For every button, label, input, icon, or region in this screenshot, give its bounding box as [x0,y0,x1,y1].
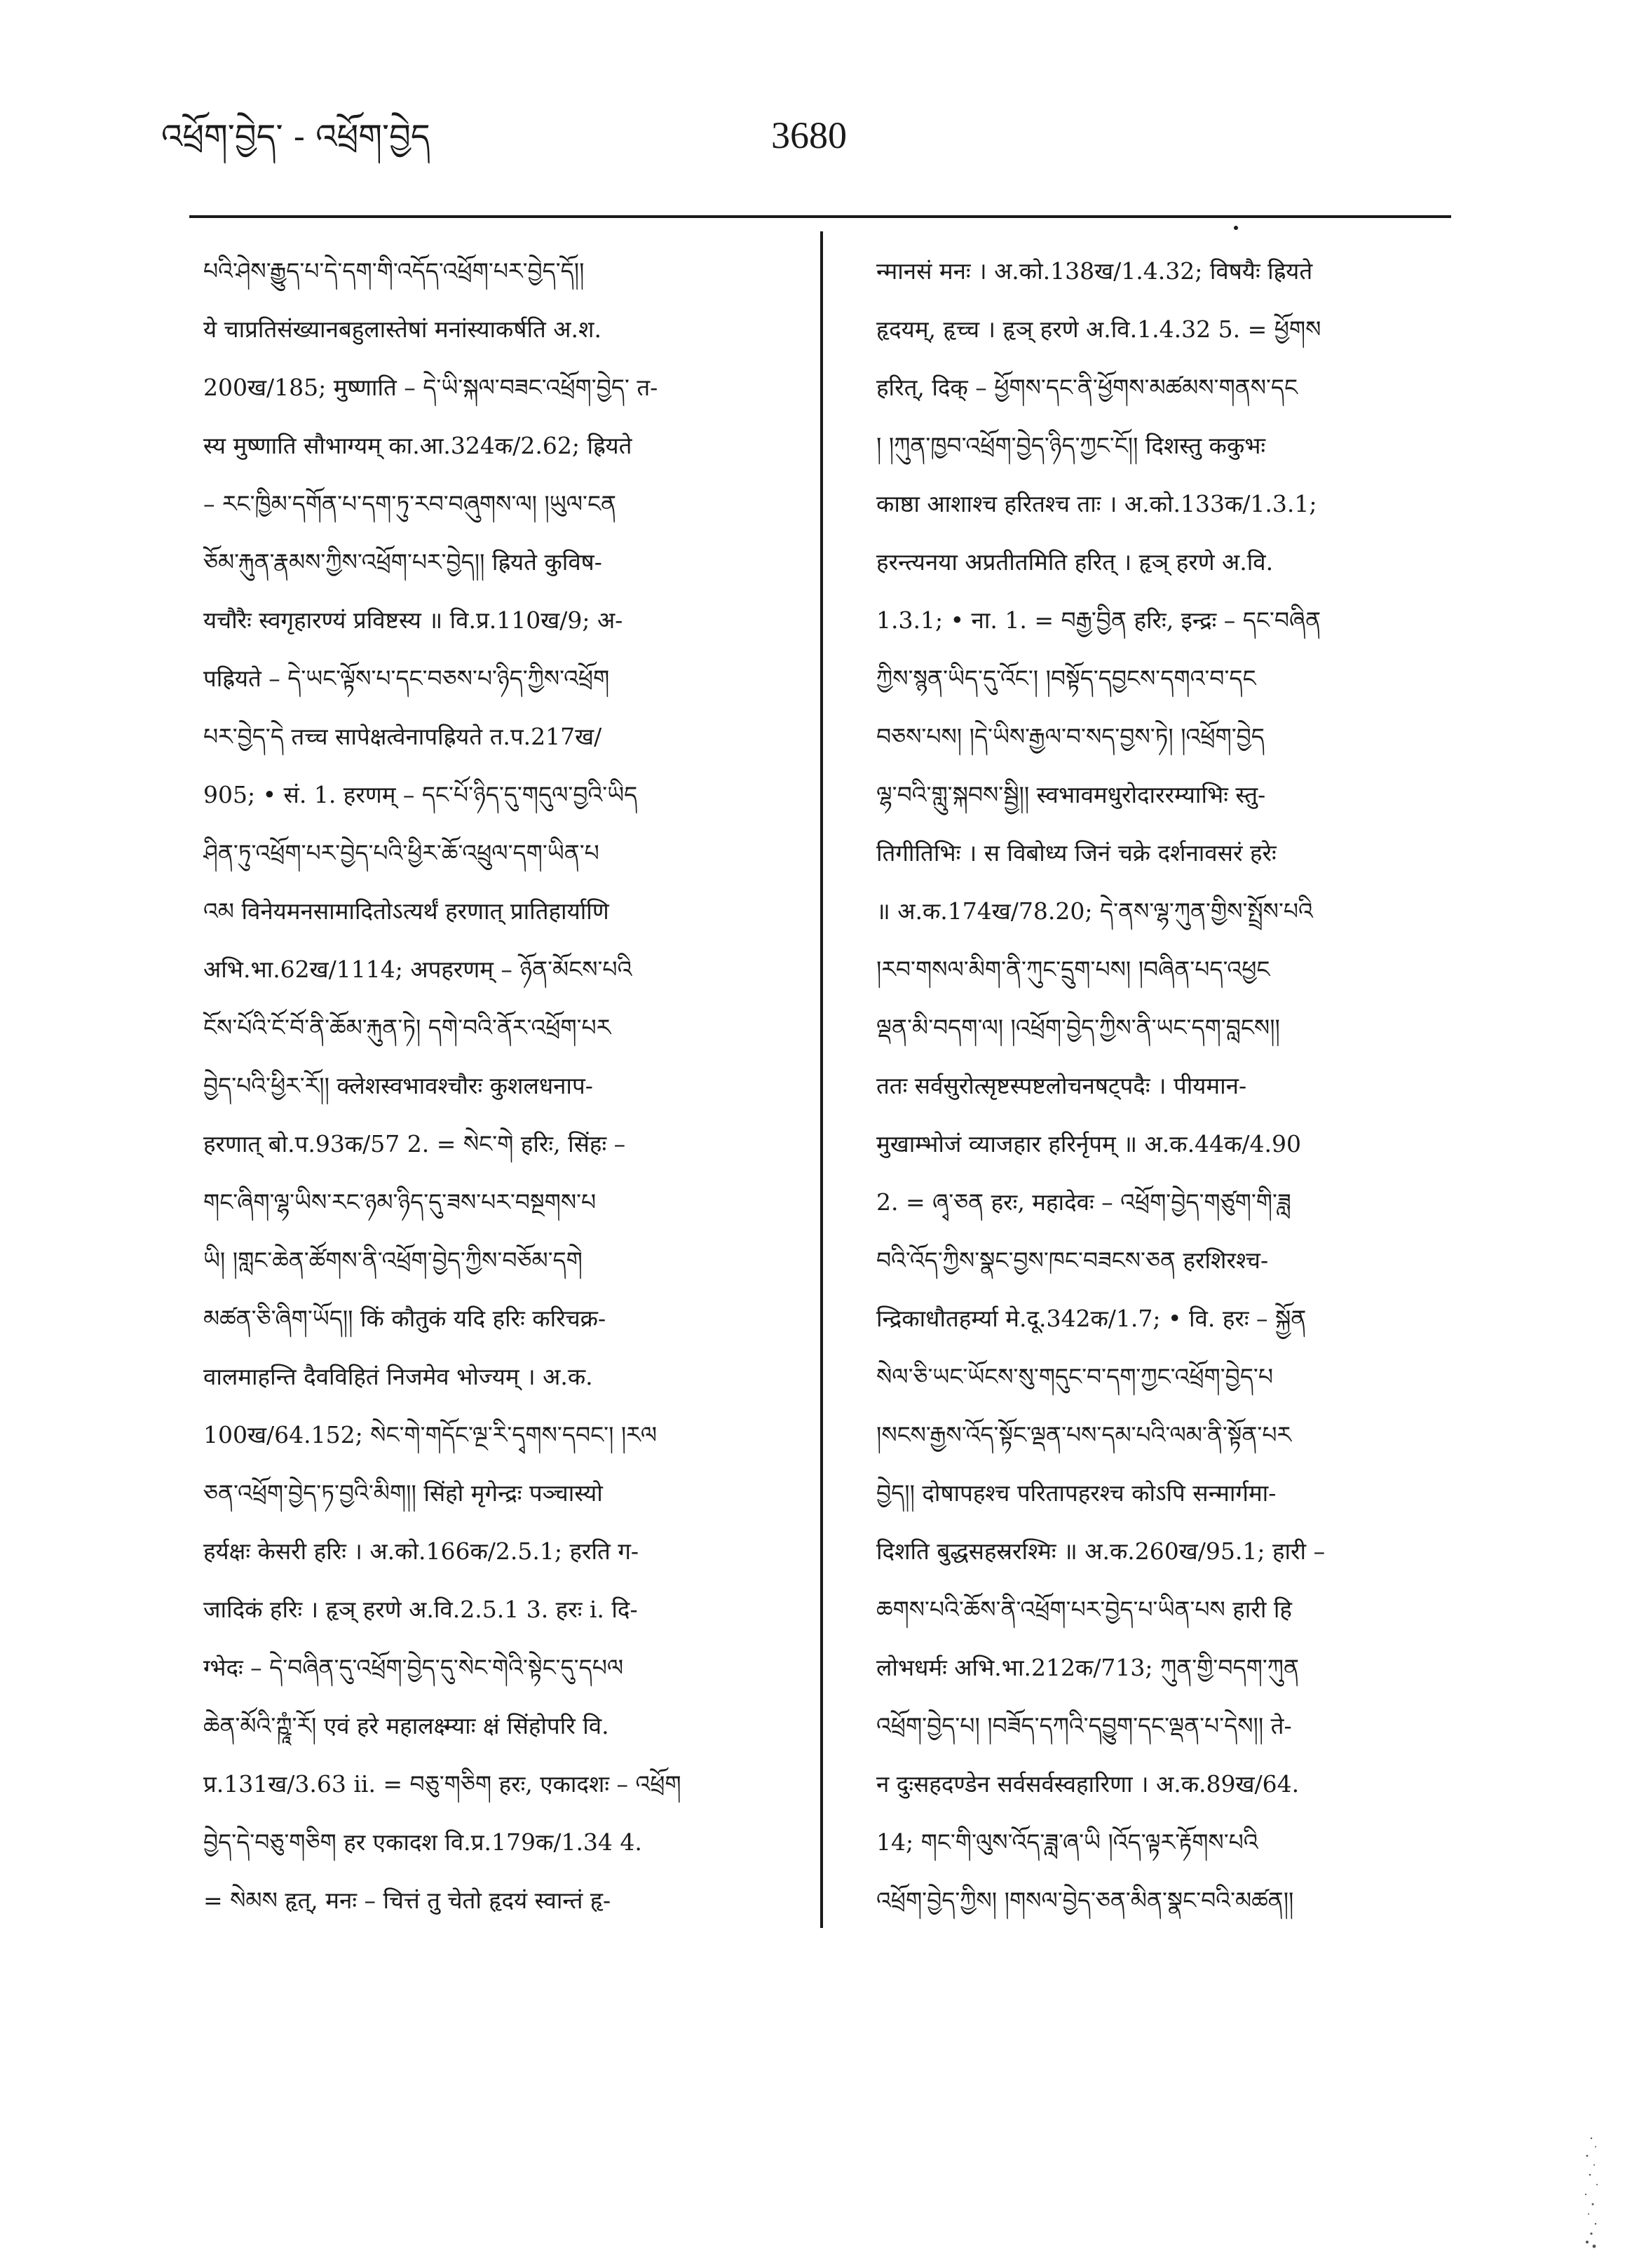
left-line: अभि.भा.62ख/1114; अपहरणम् – ཉོན་མོངས་པའི [203,956,632,983]
right-line: 1.3.1; • ना. 1. = བརྒྱ་བྱིན हरिः, इन्द्रः – དང་བཞིན [876,606,1321,634]
left-line: – རང་ཁྱིམ་དགོན་པ་དག་ཏུ་རབ་བཞུགས་ལ། །ཡུལ་ངན [203,490,617,517]
left-line: ངོས་པོའི་ངོ་བོ་ནི་ཆོམ་རྐུན་ཏེ། དགེ་བའི་ནོར་འཕྲོག་པར [203,1014,611,1041]
right-column [876,242,1458,1938]
right-line: मुखाम्भोजं व्याजहार हरिर्नृपम् ॥ अ.क.44क/4.90 [876,1130,1301,1157]
left-line: ཡི། །གླང་ཆེན་ཚོགས་ནི་འཕྲོག་བྱེད་ཀྱིས་བཅོམ་དགེ [203,1247,583,1274]
right-line: हरित्, दिक् – ཕྱོགས་དང་ནི་ཕྱོགས་མཚམས་གནས་དང [876,374,1298,401]
right-line: काष्ठा आशाश्च हरितश्च ताः । अ.को.133क/1.3.1; [876,490,1317,517]
left-line: བྱེད་དེ་བཅུ་གཅིག हर एकादश वि.प्र.179क/1.34 4. [203,1828,642,1856]
running-head: འཕྲོག་བྱེད་ - འཕྲོག་བྱེད [161,117,430,156]
left-line: གང་ཞིག་ལྷ་ཡིས་རང་ཉམ་ཉིད་དུ་ཟས་པར་བསྔགས་པ [203,1188,597,1216]
left-line: स्य मुष्णाति सौभाग्यम् का.आ.324क/2.62; ह्रियते [203,432,632,459]
right-line: तिगीतिभिः । स विबोध्य जिनं चक्रे दर्शनावसरं हरेः [876,839,1277,867]
right-line: ततः सर्वसुरोत्सृष्टस्पष्टलोचनषट्पदैः । पीयमान- [876,1072,1247,1099]
left-line: ཅོམ་རྐུན་རྣམས་ཀྱིས་འཕྲོག་པར་བྱེད།། ह्रियते कुविष- [203,548,602,576]
right-line: लोभधर्मः अभि.भा.212क/713; ཀུན་གྱི་བདག་ཀུན [876,1654,1300,1681]
right-line: བཅས་པས། །དེ་ཡིས་རྒྱལ་བ་སད་བྱས་ཏེ། །འཕྲོག་བྱེད [876,723,1265,750]
left-line: 100ख/64.152; སེང་གེ་གདོང་ལྔ་རི་དྭགས་དབང་། །རལ [203,1421,658,1448]
column-divider [820,231,823,1928]
right-line: །རབ་གསལ་མིག་ནི་ཀུང་དྲུག་པས། །བཞིན་པད་འཕྱང [876,956,1270,983]
left-line: हरणात् बो.प.93क/57 2. = སེང་གེ हरिः, सिंहः – [203,1130,626,1157]
header-dot [1234,226,1238,230]
right-line: न्मानसं मनः । अ.को.138ख/1.4.32; विषयैः ह्रियते [876,257,1313,285]
left-line: ग्भेदः – དེ་བཞིན་དུ་འཕྲོག་བྱེད་དུ་སེང་གེའི་སྟེང་དུ་དཔལ [203,1654,624,1681]
right-line: བྱེད།། दोषापहश्च परितापहरश्च कोऽपि सन्मार्गमा- [876,1479,1277,1507]
right-line: ॥ अ.क.174ख/78.20; དེ་ནས་ལྷ་ཀུན་གྱིས་སྤྲོས་པའི [876,897,1313,925]
right-line: 14; གང་གི་ལུས་འོད་ཟླ་ཞ་ཡི །འོད་ལྟར་རྟོགས་པའི [876,1828,1258,1856]
right-line: ། །ཀུན་ཁྱབ་འཕྲོག་བྱེད་ཉིད་ཀྱང་ངོ།། दिशस्तु ककुभः [876,432,1266,459]
left-line: = སེམས हृत्, मनः – चित्तं तु चेतो हृदयं स्वान्तं हृ- [203,1887,611,1914]
right-line: दिशति बुद्धसहस्ररश्मिः ॥ अ.क.260ख/95.1; हारी – [876,1537,1326,1565]
left-line: प्र.131ख/3.63 ii. = བཅུ་གཅིག हरः, एकादशः – འཕྲོག [203,1770,681,1798]
right-line: བའི་འོད་ཀྱིས་སྣང་བྱས་ཁང་བཟངས་ཅན हरशिरश्च- [876,1247,1269,1274]
scan-edge-speckle [1577,2131,1605,2250]
left-line: བྱེད་པའི་ཕྱིར་རོ།། क्लेशस्वभावश्चौरः कुशलधनाप- [203,1072,593,1099]
right-line: न दुःसहदण्डेन सर्वसर्वस्वहारिणा । अ.क.89ख/64. [876,1770,1300,1798]
right-line: ཆགས་པའི་ཆོས་ནི་འཕྲོག་པར་བྱེད་པ་ཡིན་པས हारी हि [876,1596,1292,1623]
left-line: जादिकं हरिः । हृञ् हरणे अ.वि.2.5.1 3. हरः i. दि- [203,1596,638,1623]
left-line: མཚན་ཅི་ཞིག་ཡོད།། किं कौतुकं यदि हरिः करिचक्र- [203,1305,606,1332]
page-number: 3680 [771,114,847,156]
left-line: 905; • सं. 1. हरणम् – དང་པོ་ཉིད་དུ་གདུལ་བྱའི་ཡིད [203,781,638,808]
right-line: न्द्रिकाधौतहर्म्या मे.दू.342क/1.7; • वि. हरः – སྐྱོན [876,1305,1307,1332]
left-line: ཤིན་ཏུ་འཕྲོག་པར་བྱེད་པའི་ཕྱིར་ཆོ་འཕྲུལ་དག་ཡིན་པ [203,839,599,867]
left-line: པར་བྱེད་དེ तच्च सापेक्षत्वेनापह्रियते त.प.217ख/ [203,723,602,750]
left-line: पह्रियते – དེ་ཡང་ལྟོས་པ་དང་བཅས་པ་ཉིད་ཀྱིས་འཕྲོག [203,665,610,692]
left-line: यचौरैः स्वगृहारण्यं प्रविष्टस्य ॥ वि.प्र.110ख/9; अ- [203,606,623,634]
right-line: ལྷ་བའི་གླུ་སྐབས་སྦྱི།། स्वभावमधुरोदाररम्याभिः स्तु- [876,781,1266,808]
right-line: སེལ་ཅི་ཡང་ཡོངས་སུ་གདུང་བ་དག་ཀྱང་འཕྲོག་བྱེད་པ [876,1363,1274,1390]
left-line: 200ख/185; मुष्णाति – དེ་ཡི་སྐལ་བཟང་འཕྲོག་བྱེད་ त- [203,374,658,401]
right-line: ཀྱིས་སྙན་ཡིད་དུ་འོང་། །བསྟོད་དབྱངས་དགའ་བ་དང [876,665,1256,692]
right-line: འཕྲོག་བྱེད་ཀྱིས། །གསལ་བྱེད་ཅན་མིན་སྣང་བའི་མཚན།། [876,1887,1294,1914]
left-line: པའི་ཤེས་རྒྱུད་པ་དེ་དག་གི་འདོད་འཕྲོག་པར་བྱེད་དོ།། [203,257,585,285]
header-rule [189,215,1451,218]
right-line: ལྡན་མི་བདག་ལ། །འཕྲོག་བྱེད་ཀྱིས་ནི་ཡང་དག་བླངས།། [876,1014,1280,1041]
right-line: हृदयम्, हृच्च । हृञ् हरणे अ.वि.1.4.32 5. = ཕྱོགས [876,315,1321,343]
right-line: །སངས་རྒྱས་འོད་སྟོང་ལྡན་པས་དམ་པའི་ལམ་ནི་སྟོན་པར [876,1421,1292,1448]
right-line: हरन्त्यनया अप्रतीतमिति हरित् । हृञ् हरणे अ.वि. [876,548,1274,576]
right-line: འཕྲོག་བྱེད་པ། །བཟོད་དཀའི་དབྱུག་དང་ལྡན་པ་དེས།། ते- [876,1712,1292,1739]
left-column [203,242,806,1938]
left-line: ये चाप्रतिसंख्यानबहुलास्तेषां मनांस्याकर्षति अ.श. [203,315,601,343]
left-line: ཅན་འཕྲོག་བྱེད་ཏ་བྱའི་མིག།། सिंहो मृगेन्द्रः पञ्चास्यो [203,1479,603,1507]
left-line: འམ विनेयमनसामादितोऽत्यर्थं हरणात् प्रातिहार्याणि [203,897,609,925]
right-line: 2. = ཞྭ་ཅན हरः, महादेवः – འཕྲོག་བྱེད་གཙུག་གི་ཟླ [876,1188,1291,1216]
left-line: ཆེན་མོའི་ཀྵཱཾ་རོ། एवं हरे महालक्ष्म्याः क्षं सिंहोपरि वि. [203,1712,609,1739]
left-line: हर्यक्षः केसरी हरिः । अ.को.166क/2.5.1; हरति ग- [203,1537,639,1565]
left-line: वालमाहन्ति दैवविहितं निजमेव भोज्यम् । अ.क. [203,1363,593,1390]
